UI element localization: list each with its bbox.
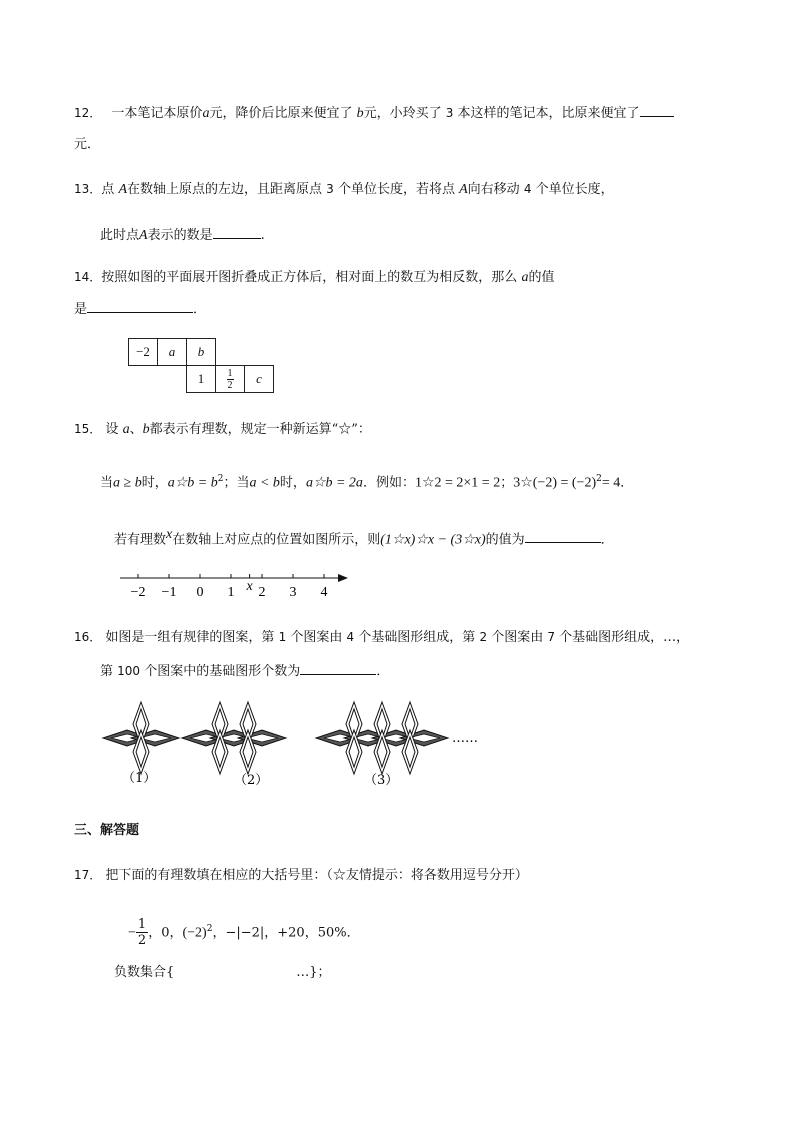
- section-title: 三、解答题: [74, 823, 140, 838]
- q17-line1: [74, 866, 528, 885]
- q13-text4: 向右移动: [467, 182, 520, 197]
- q13-answer-blank[interactable]: [213, 226, 261, 239]
- q17-number-list: [128, 914, 360, 948]
- q17-text1: 把下面的有理数填在相应的大括号里：（☆友情提示：将各数用逗号分开）: [105, 868, 528, 883]
- q13-n2: 4: [523, 182, 532, 196]
- q15-text2: 都表示有理数，规定一种新运算“☆”：: [149, 422, 371, 437]
- q15-question-line: [114, 526, 614, 549]
- caption-1: （1）: [122, 771, 157, 786]
- axis-arrow: [338, 574, 348, 582]
- q13-text5: 个单位长度，: [535, 182, 614, 197]
- q13-var-a2: A: [459, 182, 468, 197]
- q15-r1: 当: [100, 475, 114, 491]
- number-line: [110, 564, 370, 604]
- net-empty: [245, 339, 274, 366]
- q15-text1: 设: [105, 422, 119, 437]
- net-cell-1: 1: [187, 366, 216, 393]
- q16-text5: 个基础图形组成，…，: [559, 630, 690, 645]
- q13-l2a: 此时点: [100, 228, 140, 243]
- q16-l2n: 100: [117, 664, 141, 678]
- q12-line1: [74, 104, 674, 123]
- axis-tick-label: −2: [130, 585, 146, 600]
- q15-r1o: ．: [620, 475, 634, 491]
- half-den: 2: [227, 379, 233, 391]
- q14-line1: [74, 268, 554, 287]
- q15-r1n: = 4: [601, 475, 621, 491]
- q15-line1: [74, 420, 371, 439]
- q16-text2: 个图案由: [290, 630, 343, 645]
- q16-n1: 1: [278, 630, 287, 644]
- q15-r1d: 时，: [141, 475, 168, 491]
- q16-answer-blank[interactable]: [300, 662, 376, 675]
- q13-l2-var: A: [139, 228, 148, 243]
- q16-n2: 4: [346, 630, 355, 644]
- q17-minus: −: [128, 925, 136, 941]
- q13-end: .: [260, 228, 265, 243]
- q16-text1: 如图是一组有规律的图案，第: [105, 630, 275, 645]
- q17-pow-exp: 2: [206, 924, 213, 934]
- q15-answer-blank[interactable]: [525, 530, 601, 543]
- q14-number: 14．: [74, 270, 102, 284]
- pattern-figures: [100, 700, 520, 800]
- q15-r2a: 若有理数: [114, 532, 167, 548]
- caption-2: （2）: [234, 773, 269, 788]
- q15-r2end: ．: [600, 532, 614, 548]
- q15-r1k: 1☆2 = 2×1 = 2: [414, 475, 501, 491]
- q13-line1: [74, 180, 614, 199]
- q17-list-b: ，−|−2|，+20，50%．: [212, 925, 360, 941]
- q13-text1: 点: [101, 182, 115, 197]
- q15-r2c: 的值为: [485, 532, 525, 548]
- q16-n3: 2: [479, 630, 488, 644]
- axis-tick-label: 3: [289, 585, 297, 600]
- net-empty: [158, 366, 187, 393]
- q12-var-b: b: [356, 106, 364, 121]
- q17-pow-base: (−2): [182, 925, 207, 941]
- pattern-3: [316, 702, 448, 774]
- q15-var-b: b: [142, 422, 150, 437]
- q15-r1i: a☆b = 2a: [305, 475, 363, 491]
- q13-line2: [100, 226, 265, 245]
- q15-r1c: a ≥ b: [113, 475, 142, 491]
- q17-number: 17．: [74, 868, 102, 882]
- pattern-ellipsis: ……: [452, 731, 478, 746]
- q12-text4: 本这样的笔记本，比原来便宜了: [457, 106, 640, 121]
- q14-text1: 按照如图的平面展开图折叠成正方体后，相对面上的数互为相反数，那么: [101, 270, 518, 285]
- q13-n1: 3: [326, 182, 334, 196]
- q14-text2: 的值: [528, 270, 555, 285]
- half-fraction: [227, 368, 234, 391]
- q16-line2: [100, 662, 389, 681]
- pattern-1: [103, 702, 179, 774]
- q16-line1: [74, 628, 689, 647]
- axis-tick-label: 0: [196, 585, 204, 600]
- q15-r1m: 3☆(−2) = (−2): [513, 475, 597, 491]
- q16-text3: 个基础图形组成，第: [358, 630, 476, 645]
- axis-tick-label: −1: [161, 585, 177, 600]
- q14-l2: 是: [74, 302, 88, 317]
- q15-sep: 、: [129, 422, 143, 437]
- q13-text2: 在数轴上原点的左边，且距离原点: [127, 182, 323, 197]
- q17-list-a: ，0，: [148, 925, 183, 941]
- q13-var-a: A: [118, 182, 127, 197]
- q15-r1h: 时，: [279, 475, 306, 491]
- net-empty: [216, 339, 245, 366]
- q15-r2b: 在数轴上对应点的位置如图所示，则: [172, 532, 381, 548]
- axis-tick-label: 2: [258, 585, 266, 600]
- q15-r2v: x: [166, 527, 173, 542]
- net-empty: [129, 366, 158, 393]
- net-cell-neg2: −2: [129, 339, 158, 366]
- q16-number: 16．: [74, 630, 102, 644]
- q15-expr: (1☆x)☆x − (3☆x): [380, 532, 486, 548]
- q12-line2: 元．: [74, 137, 101, 152]
- negative-set: [114, 964, 331, 982]
- net-cell-b: b: [187, 339, 216, 366]
- q16-l2b: 个图案中的基础图形个数为: [144, 664, 301, 679]
- q14-line2: [74, 300, 206, 319]
- caption-3: （3）: [364, 773, 399, 788]
- q12-count: 3: [445, 106, 454, 120]
- q15-number: 15．: [74, 422, 102, 436]
- q17-frac-num: 1: [137, 917, 147, 933]
- q14-answer-blank[interactable]: [87, 300, 193, 313]
- q15-r1e: a☆b = b: [167, 475, 218, 491]
- q12-text2: 元，降价后比原来便宜了: [209, 106, 353, 121]
- q13-text3: 个单位长度，若将点: [337, 182, 455, 197]
- q13-l2b: 表示的数是: [147, 228, 213, 243]
- q16-n4: 7: [547, 630, 556, 644]
- q17-fraction: [136, 917, 148, 948]
- cube-net: [128, 338, 274, 393]
- axis-tick-label: 4: [320, 585, 328, 600]
- q17-frac-den: 2: [137, 933, 147, 949]
- pattern-2: [182, 702, 286, 774]
- q15-r1j: ．例如：: [362, 475, 415, 491]
- axis-tick-label: 1: [227, 585, 235, 600]
- q12-answer-blank[interactable]: [640, 104, 674, 117]
- q15-r1g: a < b: [249, 475, 280, 491]
- q14-var-a: a: [521, 270, 529, 285]
- q16-l2a: 第: [100, 664, 114, 679]
- net-cell-c: c: [245, 366, 274, 393]
- q15-r1l: ；: [500, 475, 514, 491]
- net-cell-half: [216, 366, 245, 393]
- q12-var-a: a: [202, 106, 210, 121]
- q15-r1f: ；当: [223, 475, 250, 491]
- q15-rule-line: 当a ≥ b时，a☆b = $b^2$；当a < b时，a☆b = 2a．例如：1☆2 = 2×1 = 2；3☆(−2) = $(-2)^2= 4$．: [100, 474, 634, 491]
- q12-text3: 元，小玲买了: [363, 106, 442, 121]
- q16-text4: 个图案由: [491, 630, 544, 645]
- axis-point-x-label: x: [246, 579, 253, 594]
- q12-number: 12．: [74, 106, 102, 120]
- net-cell-a: a: [158, 339, 187, 366]
- q15-var-a: a: [122, 422, 130, 437]
- q12-text1: 一本笔记本原价: [111, 106, 203, 121]
- negative-set-end: …}；: [296, 965, 331, 980]
- q14-end: ．: [193, 302, 207, 317]
- half-num: 1: [227, 367, 233, 379]
- q13-number: 13．: [74, 182, 102, 196]
- q16-end: ．: [376, 664, 390, 679]
- negative-set-label: 负数集合{: [114, 965, 175, 980]
